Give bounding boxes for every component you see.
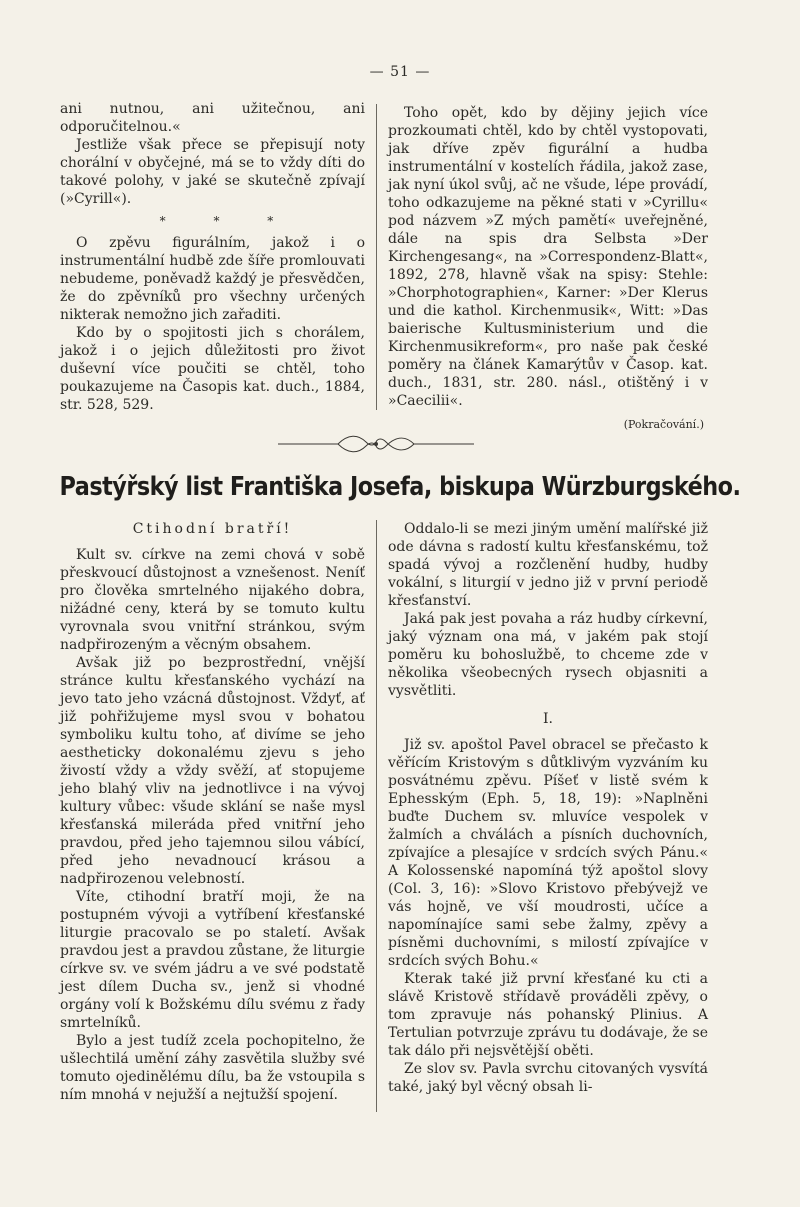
ornament-divider: [278, 430, 474, 458]
paragraph: Kult sv. církve na zemi chová v sobě přeskvoucí důstojnost a vznešenost. Neníť pro člověka smrtelného nijakého dobra, nižádné ceny, která by se tomuto kultu vyrovnala svou vnitřní stránkou, svým nadpřirozeným a věcným obsahem.: [60, 547, 365, 653]
paragraph: Ze slov sv. Pavla svrchu citovaných vysvítá také, jaký byl věcný obsah li-: [388, 1061, 708, 1095]
paragraph: Jaká pak jest povaha a ráz hudby církevní, jaký význam ona má, v jakém pak stojí poměru ku bohoslužbě, to chceme zde v několika všeobecných rysech objasniti a vysvětliti.: [388, 611, 708, 699]
section-number: I.: [543, 711, 553, 727]
section-stars: * * *: [159, 214, 296, 228]
paragraph: Bylo a jest tudíž zcela pochopitelno, že ušlechtilá umění záhy zasvětila služby své tomuto ojedinělému dílu, ba že vstoupila s ním mnohá v nejužší a nejtužší spojení.: [60, 1033, 365, 1103]
paragraph: Toho opět, kdo by dějiny jejich více prozkoumati chtěl, kdo by chtěl vystopovati, jak dříve zpěv figurální a hudba instrumentální v kostelích řádila, jakož zase, jak nyní úkol svůj, ač ne všude, lépe provádí, toho odkazujeme na pěkné stati v »Cyrillu« pod názvem »Z mých pamětí« uveřejněné, dále na spis dra Selbsta »Der Kirchengesang«, na »Correspondenz-Blatt«, 1892, 278, hlavně však na spisy: Stehle: »Chorphotographien«, Karner: »Der Klerus und die kathol. Kirchenmusik«, Witt: »Das baierische Kultusministerium und die Kirchenmusikreform«, pro naše pak české poměry na článek Kamarýtův v Časop. kat. duch., 1831, str. 280. násl., otištěný i v »Caecilii«.: [388, 105, 708, 409]
paragraph: Již sv. apoštol Pavel obracel se přečasto k věřícím Kristovým s důtklivým vyzváním ku posvátnému zpěvu. Píšeť v listě svém k Ephesským (Eph. 5, 18, 19): »Naplněni buďte Duchem sv. mluvíce vespolek v žalmích a chváláсh a písních duchovních, zpívajíce a plesajíce v srdcích svých Pánu.« A Kolossenské napomíná týž apoštol slovy (Col. 3, 16): »Slovo Kristovo přebývejž ve vás hojně, ve vší moudrosti, učíce a napomínajíce sami sebe žalmy, zpěvy a písněmi duchovními, s milostí zpívajíce v srdcích svých Bohu.«: [388, 737, 708, 969]
column-divider: [376, 520, 377, 1112]
continued-note: (Pokračování.): [623, 418, 704, 431]
paragraph: Víte, ctihodní bratří moji, že na postupném vývoji a vytříbení křesťanské liturgie pracovalo se po staletí. Avšak pravdou jest a pravdou zůstane, že liturgie církve sv. ve svém jádru a ve své podstatě jest dílem Ducha sv., jenž si vhodné orgány volí k Božskému dílu svému z řady smrtelníků.: [60, 889, 365, 1031]
column-divider: [376, 104, 377, 410]
article-column-bottom-right: [388, 520, 708, 1096]
salutation: Ctihodní bratří!: [132, 521, 293, 537]
paragraph: Kdo by o spojitosti jich s chorálem, jakož i o jejich důležitosti pro život duševní více poučiti se chtěl, toho poukazujeme na Časopis kat. duch., 1884, str. 528, 529.: [60, 325, 365, 413]
article-column-bottom-left: [60, 520, 365, 1104]
article-column-top-left: [60, 100, 365, 414]
paragraph: Jestliže však přece se přepisují noty chorální v obyčejné, má se to vždy díti do takové polohy, v jaké se skutečně zpívají (»Cyrill«).: [60, 137, 365, 207]
paragraph: Oddalo-li se mezi jiným umění malířské již ode dávna s radostí kultu křesťanskému, tož spadá vývoj a rozčlenění hudby, hudby vokální, s liturgií v jedno již v první periodě křesťanství.: [388, 521, 708, 609]
article-headline: Pastýřský list Františka Josefa, biskupa Würzburgského.: [59, 472, 741, 502]
article-column-top-right: [388, 104, 708, 410]
page-number: — 51 —: [369, 64, 431, 80]
paragraph: Kterak také již první křesťané ku cti a slávě Kristově střídavě prováděli zpěvy, o tom zpravuje nás pohanský Plinius. A Tertulian potvrzuje zprávu tu dodávaje, že se tak dálo při nejsvětější oběti.: [388, 971, 708, 1059]
paragraph: Avšak již po bezprostřední, vnější stránce kultu křesťanského vychází na jevo tato jeho vzácná důstojnost. Vždyť, ať již pohřižujeme mysl svou v bohatou symboliku kultu toho, ať divíme se jeho aestheticky dokonalému zjevu s jeho živostí vždy a vždy svěží, ať stopujeme jeho blahý vliv na jednotlivce i na vývoj kultury vůbec: všude sklání se naše mysl křesťanská mileráda před vnitřní jeho pravdou, před jeho tajemnou silou vábící, před jeho nevadnoucí krásou a nadpřirozenou velebností.: [60, 655, 365, 887]
paragraph: O zpěvu figurálním, jakož i o instrumentální hudbě zde šíře promlouvati nebudeme, poněvadž každý je přesvědčen, že do zpěvníků pro všechny určených nikterak nemožno jich zařaditi.: [60, 235, 365, 323]
paragraph: ani nutnou, ani užitečnou, ani odporučitelnou.«: [60, 101, 365, 135]
